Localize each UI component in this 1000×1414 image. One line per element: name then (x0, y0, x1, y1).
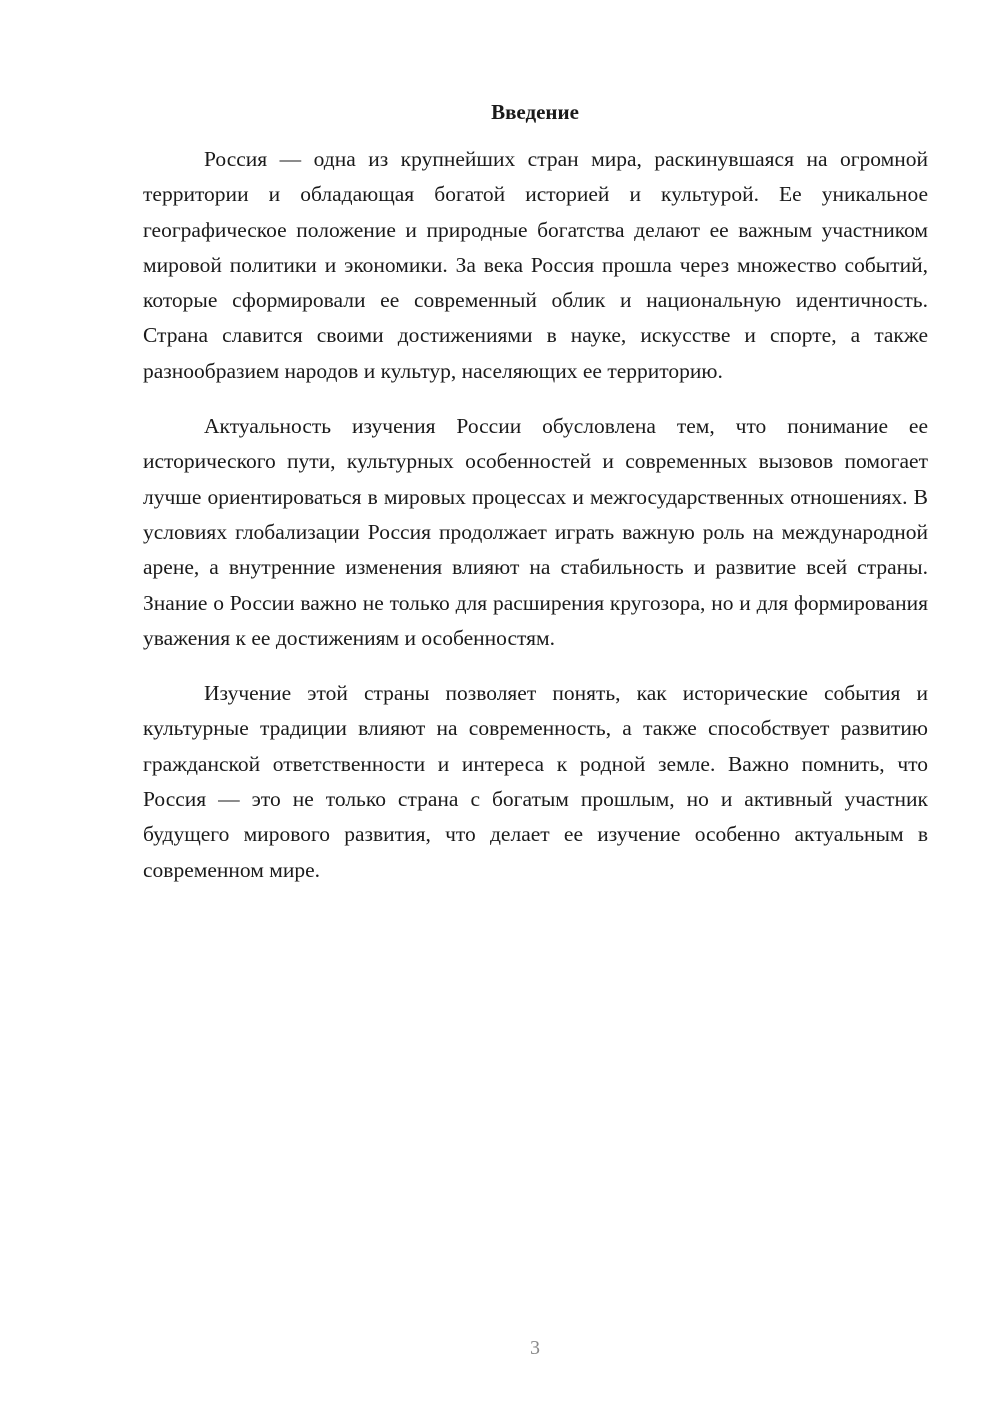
page-title: Введение (491, 100, 579, 124)
paragraph-3: Изучение этой страны позволяет понять, как исторические события и культурные традиции влияют на современность, а также способствует развитию гражданской ответственности и интереса к родной земле. Важно помнить, что Россия — это не только страна с богатым прошлым, но и активный участник будущего мирового развития, что делает ее изучение особенно актуальным в современном мире. (143, 681, 928, 882)
body-text (143, 142, 928, 908)
paragraph-1: Россия — одна из крупнейших стран мира, раскинувшаяся на огромной территории и обладающая богатой историей и культурой. Ее уникальное географическое положение и природные богатства делают ее важным участником мировой политики и экономики. За века Россия прошла через множество событий, которые сформировали ее современный облик и национальную идентичность. Страна славится своими достижениями в науке, искусстве и спорте, а также разнообразием народов и культур, населяющих ее территорию. (143, 147, 928, 383)
paragraph-2: Актуальность изучения России обусловлена тем, что понимание ее исторического пути, культурных особенностей и современных вызовов помогает лучше ориентироваться в мировых процессах и межгосударственных отношениях. В условиях глобализации Россия продолжает играть важную роль на международной арене, а внутренние изменения влияют на стабильность и развитие всей страны. Знание о России важно не только для расширения кругозора, но и для формирования уважения к ее достижениям и особенностям. (143, 414, 928, 650)
page-number: 3 (530, 1337, 540, 1359)
